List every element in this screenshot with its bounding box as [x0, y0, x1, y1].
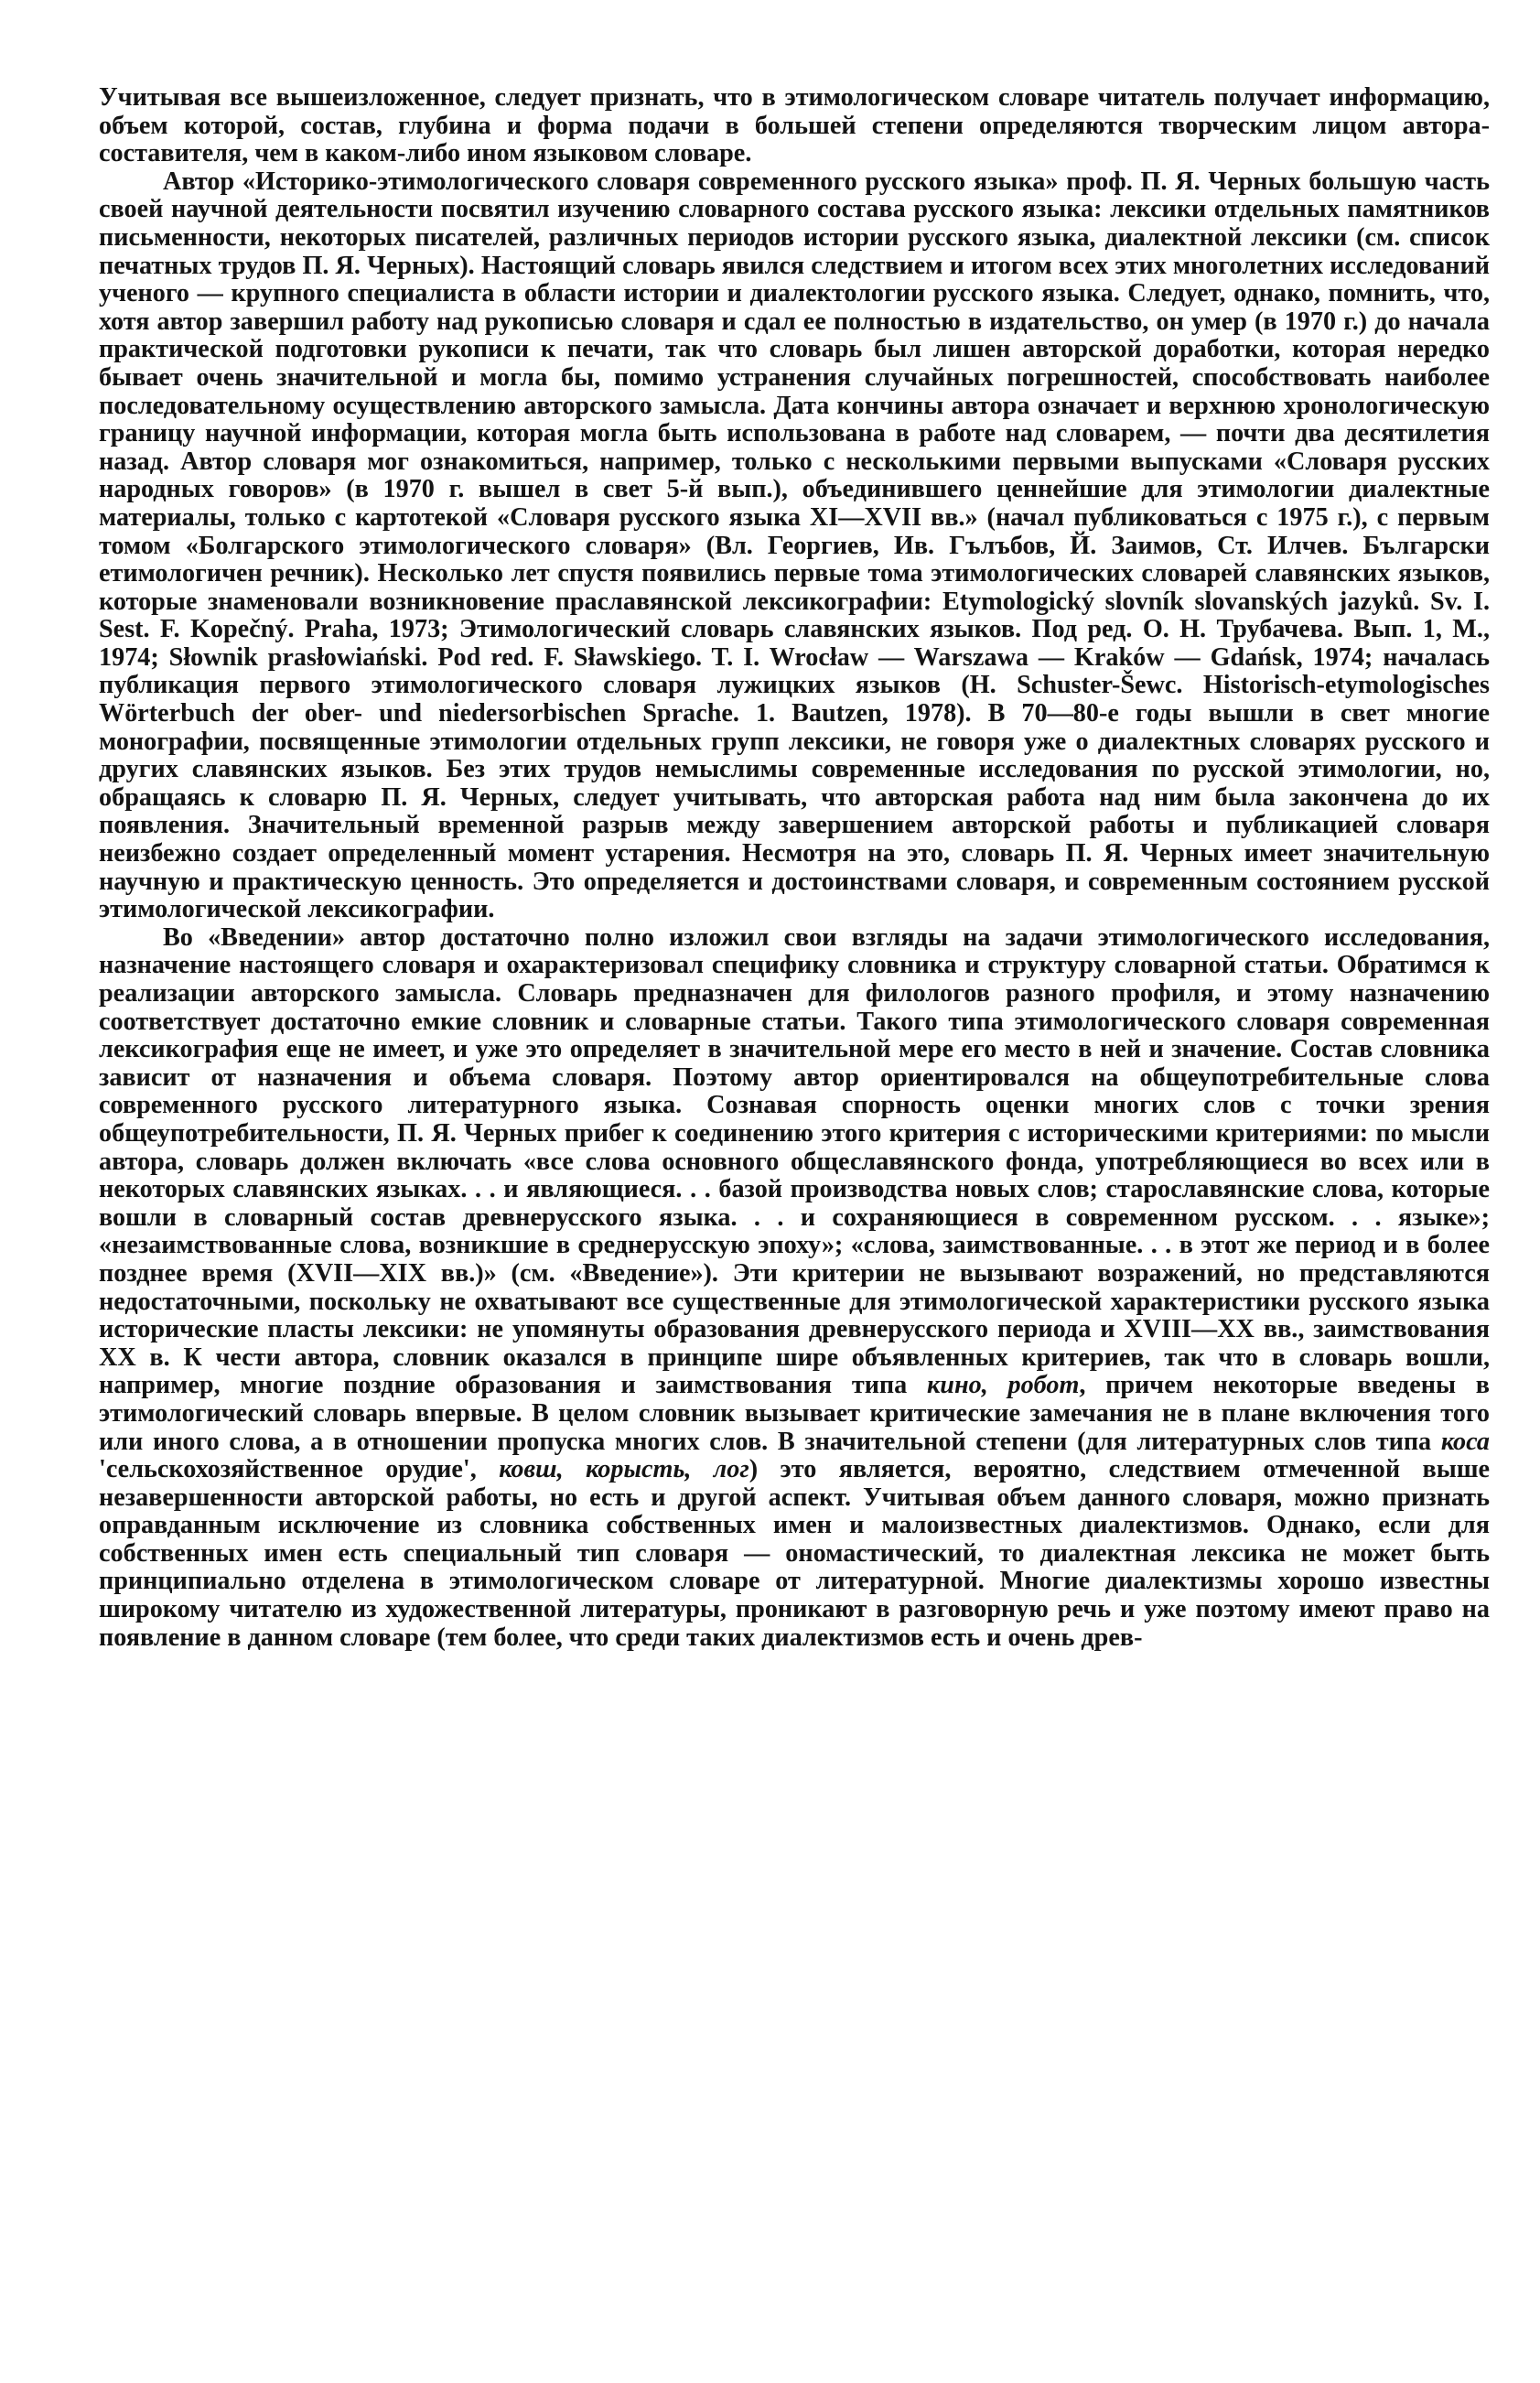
- paragraph-3-text-a: Во «Введении» автор достаточно полно изложил свои взгляды на задачи этимологического исследования, назначение настоящего словаря и охарактеризовал специфику словника и структуру словарной статьи. Обратимся к реализации авторского замысла. Словарь предназначен для филологов разного профиля, и этому назначению соответствует достаточно емкие словник и словарные статьи. Такого типа этимологического словаря современная лексикография еще не имеет, и уже это определяет в значительной мере его место в ней и значение. Состав словника зависит от назначения и объема словаря. Поэтому автор ориентировался на общеупотребительные слова современного русского литературного языка. Сознавая спорность оценки многих слов с точки зрения общеупотребительности, П. Я. Черных прибег к соединению этого критерия с историческими критериями: по мысли автора, словарь должен включать «все слова основного общеславянского фонда, употребляющиеся во всех или в некоторых славянских языках. . . и являющиеся. . . базой производства новых слов; старославянские слова, которые вошли в словарный состав древнерусского языка. . . и сохраняющиеся в современном русском. . . языке»; «незаимствованные слова, возникшие в среднерусскую эпоху»; «слова, заимствованные. . . в этот же период и в более позднее время (XVII—XIX вв.)» (см. «Введение»). Эти критерии не вызывают возражений, но представляются недостаточными, поскольку не охватывают все существенные для этимологической характеристики русского языка исторические пласты лексики: не упомянуты образования древнерусского периода и XVIII—XX вв., заимствования XX в. К чести автора, словник оказался в принципе шире объявленных критериев, так что в словарь вошли, например, многие поздние образования и заимствования типа: [99, 922, 1490, 1400]
- paragraph-1: [99, 84, 1490, 168]
- paragraph-3-text-d: ) это является, вероятно, следствием отмеченной выше незавершенности авторской работы, но есть и другой аспект. Учитывая объем данного словаря, можно признать оправданным исключение из словника собственных имен и малоизвестных диалектизмов. Однако, если для собственных имен есть специальный тип словаря — ономастический, то диалектная лексика не может быть принципиально отделена в этимологическом словаре от литературной. Многие диалектизмы хорошо известны широкому читателю из художественной литературы, проникают в разговорную речь и уже поэтому имеют право на появление в данном словаре (тем более, что среди таких диалектизмов есть и очень древ-: [99, 1455, 1491, 1652]
- paragraph-3-text-b: , причем некоторые введены в этимологический словарь впервые. В целом словник вызывает критические замечания не в плане включения того или иного слова, а в отношении пропуска многих слов. В значительной степени (для литературных слов типа: [99, 1371, 1490, 1456]
- document-page: [99, 84, 1490, 1652]
- paragraph-2-text: Автор «Историко-этимологического словаря современного русского языка» проф. П. Я. Черных большую часть своей научной деятельности посвятил изучению словарного состава русского языка: лексики отдельных памятников письменности, некоторых писателей, различных периодов истории русского языка, диалектной лексики (см. список печатных трудов П. Я. Черных). Настоящий словарь явился следствием и итогом всех этих многолетних исследований ученого — крупного специалиста в области истории и диалектологии русского языка. Следует, однако, помнить, что, хотя автор завершил работу над рукописью словаря и сдал ее полностью в издательство, он умер (в 1970 г.) до начала практической подготовки рукописи к печати, так что словарь был лишен авторской доработки, которая нередко бывает очень значительной и могла бы, помимо устранения случайных погрешностей, способствовать наиболее последовательному осуществлению авторского замысла. Дата кончины автора означает и верхнюю хронологическую границу научной информации, которая могла быть использована в работе над словарем, — почти два десятилетия назад. Автор словаря мог ознакомиться, например, только с несколькими первыми выпусками «Словаря русских народных говоров» (в 1970 г. вышел в свет 5-й вып.), объединившего ценнейшие для этимологии диалектные материалы, только с картотекой «Словаря русского языка XI—XVII вв.» (начал публиковаться с 1975 г.), с первым томом «Болгарского этимологического словаря» (Вл. Георгиев, Ив. Гълъбов, Й. Заимов, Ст. Илчев. Български етимологичен речник). Несколько лет спустя появились первые тома этимологических словарей славянских языков, которые знаменовали возникновение праславянской лексикографии: Etymologický slovník slovanských jazyků. Sv. I. Sest. F. Kopečný. Praha, 1973; Этимологический словарь славянских языков. Под ред. О. Н. Трубачева. Вып. 1, М., 1974; Słownik prasłowiański. Pod red. F. Sławskiego. T. I. Wrocław — Warszawa — Kraków — Gdańsk, 1974; началась публикация первого этимологического словаря лужицких языков (H. Schuster-Šewc. Historisch-etymologisches Wörterbuch der ober- und niedersorbischen Sprache. 1. Bautzen, 1978). В 70—80-е годы вышли в свет многие монографии, посвященные этимологии отдельных групп лексики, не говоря уже о диалектных словарях русского и других славянских языков. Без этих трудов немыслимы современные исследования по русской этимологии, но, обращаясь к словарю П. Я. Черных, следует учитывать, что авторская работа над ним была закончена до их появления. Значительный временной разрыв между завершением авторской работы и публикацией словаря неизбежно создает определенный момент устарения. Несмотря на это, словарь П. Я. Черных имеет значительную научную и практическую ценность. Это определяется и достоинствами словаря, и современным состоянием русской этимологической лексикографии.: [99, 167, 1490, 924]
- paragraph-1-text: Учитывая все вышеизложенное, следует признать, что в этимологическом словаре читатель получает информацию, объем которой, состав, глубина и форма подачи в большей степени определяются творческим лицом автора-составителя, чем в каком-либо ином языковом словаре.: [99, 83, 1490, 168]
- paragraph-2: [99, 168, 1490, 924]
- paragraph-3-italic-examples-3: ковш, корысть, лог: [499, 1455, 749, 1484]
- paragraph-3-text-c: 'сельскохозяйственное орудие',: [99, 1455, 500, 1484]
- paragraph-3-italic-examples-2: коса: [1440, 1427, 1490, 1456]
- paragraph-3: [99, 924, 1490, 1652]
- paragraph-3-italic-examples-1: кино, робот: [927, 1371, 1080, 1400]
